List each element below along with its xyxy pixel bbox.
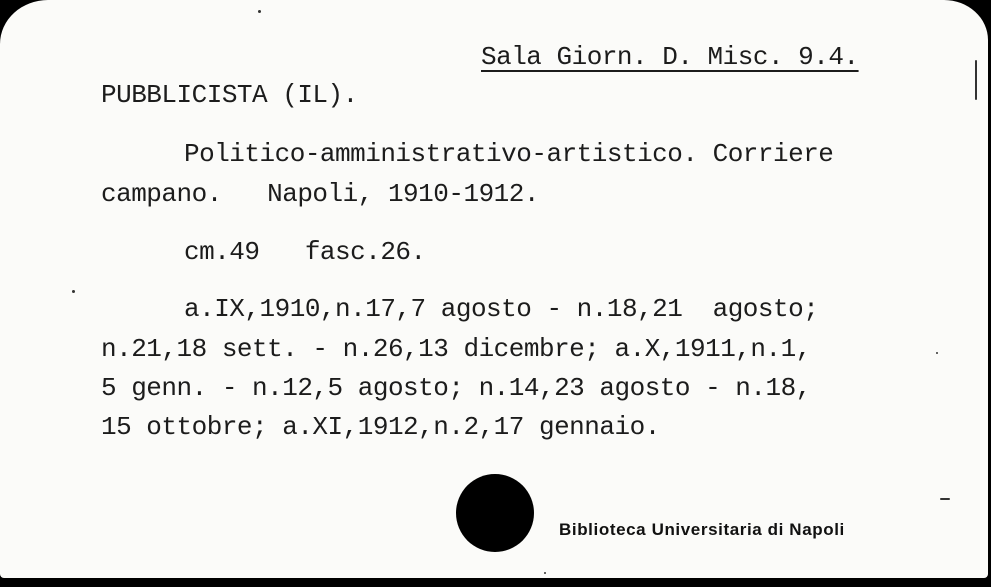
description-line-2: campano. Napoli, 1910-1912. xyxy=(101,179,539,209)
speck xyxy=(975,60,977,100)
description-line-1: Politico-amministrativo-artistico. Corriere xyxy=(184,139,834,169)
library-stamp: Biblioteca Universitaria di Napoli xyxy=(559,520,845,539)
format-line: cm.49 fasc.26. xyxy=(184,237,426,267)
speck xyxy=(258,10,261,13)
speck xyxy=(936,352,938,354)
holdings-line-1: a.IX,1910,n.17,7 agosto - n.18,21 agosto; xyxy=(184,294,819,324)
holdings-line-4: 15 ottobre; a.XI,1912,n.2,17 gennaio. xyxy=(101,412,660,442)
speck xyxy=(72,290,75,293)
card-heading: PUBBLICISTA (IL). xyxy=(101,80,358,110)
punch-hole xyxy=(456,474,534,552)
speck xyxy=(940,498,950,500)
shelfmark: Sala Giorn. D. Misc. 9.4. xyxy=(481,42,859,72)
speck xyxy=(544,572,546,574)
holdings-line-3: 5 genn. - n.12,5 agosto; n.14,23 agosto - n.18, xyxy=(101,373,811,403)
holdings-line-2: n.21,18 sett. - n.26,13 dicembre; a.X,1911,n.1, xyxy=(101,334,811,364)
